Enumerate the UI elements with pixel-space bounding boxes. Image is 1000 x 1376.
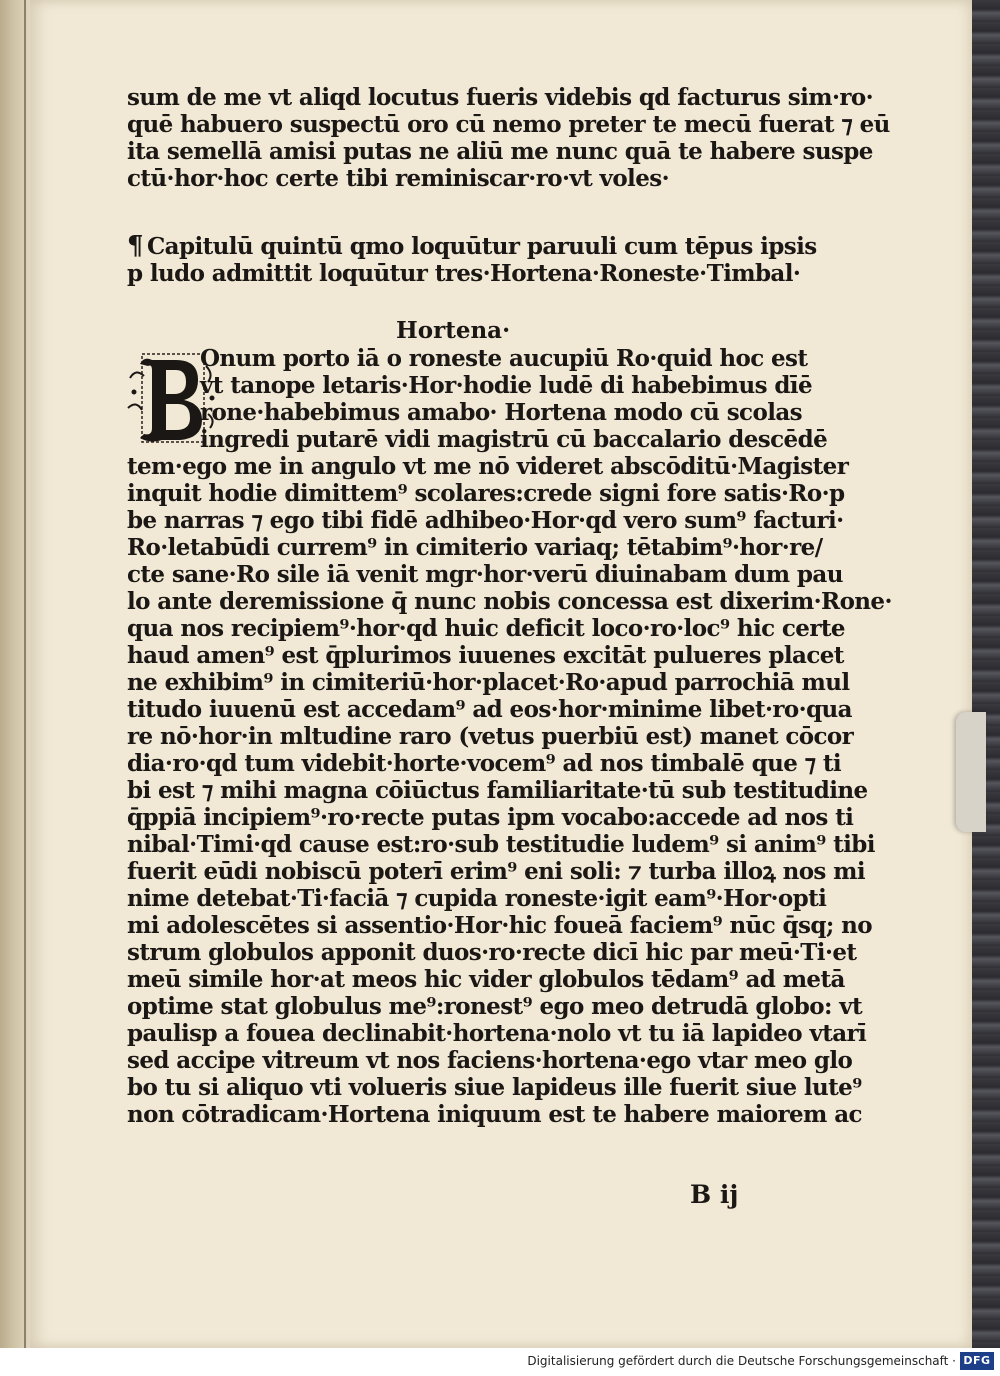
text-line: meū simile hor·at meos hic vider globulos tēdam⁹ ad metā: [127, 966, 845, 993]
text-line: sum de me vt aliqd locutus fueris videbis qd facturus sim·ro·: [127, 84, 874, 111]
text-line: mi adolescētes si assentio·Hor·hic foueā faciem⁹ nūc q̄sq; no: [127, 912, 873, 939]
text-line: Onum porto iā o roneste aucupiū Ro·quid hoc est: [200, 345, 808, 372]
text-line: bi est ⁊ mihi magna cōiūctus familiaritate·tū sub testitudine: [127, 777, 868, 804]
gutter-fold-line: [24, 0, 26, 1348]
text-line: non cōtradicam·Hortena iniquum est te habere maiorem ac: [127, 1101, 862, 1128]
opening-text-block: [127, 84, 890, 192]
text-line: optime stat globulus me⁹:ronest⁹ ego meo detrudā globo: vt: [127, 993, 863, 1020]
text-line: nime detebat·Ti·faciā ⁊ cupida roneste·igit eam⁹·Hor·opti: [127, 885, 827, 912]
page-clip-tab: [956, 712, 986, 832]
initial-letter-shape: [140, 359, 202, 442]
text-line: haud amen⁹ est q̄plurimos iuuenes excitāt pulueres placet: [127, 642, 844, 669]
text-line: ita semellā amisi putas ne aliū me nunc quā te habere suspe: [127, 138, 873, 165]
text-line: be narras ⁊ ego tibi fidē adhibeo·Hor·qd vero sum⁹ facturi·: [127, 507, 844, 534]
speaker-name: Hortena·: [396, 317, 511, 344]
heading-line: [127, 231, 817, 261]
body-text-block: [127, 453, 892, 1128]
signature-mark: B ij: [690, 1180, 739, 1209]
text-line: paulisp a fouea declinabit·hortena·nolo vt tu iā lapideo vtarī: [127, 1020, 867, 1047]
text-line: nibal·Timi·qd cause est:ro·sub testitudie ludem⁹ si anim⁹ tibi: [127, 831, 875, 858]
text-line: titudo iuuenū est accedam⁹ ad eos·hor·minime libet·ro·qua: [127, 696, 852, 723]
text-line: bo tu si aliquo vti volueris siue lapideus ille fuerit siue lute⁹: [127, 1074, 862, 1101]
heading-text: Capitulū quintū qmo loquūtur paruuli cum tēpus ipsis: [146, 233, 817, 260]
text-line: lo ante deremissione q̄ nunc nobis concessa est dixerim·Rone·: [127, 588, 892, 615]
text-line: dia·ro·qd tum videbit·horte·vocem⁹ ad nos timbalē que ⁊ ti: [127, 750, 842, 777]
indented-text-block: [200, 345, 828, 453]
book-edge: [972, 0, 1000, 1348]
text-line: quē habuero suspectū oro cū nemo preter te mecū fuerat ⁊ eū: [127, 111, 890, 138]
dfg-logo: DFG: [960, 1352, 994, 1370]
text-line: re nō·hor·in mltudine raro (vetus puerbiū est) manet cōcor: [127, 723, 854, 750]
text-line: inquit hodie dimittem⁹ scolares:crede signi fore satis·Ro·p: [127, 480, 845, 507]
text-line: q̄ppiā incipiem⁹·ro·recte putas ipm vocabo:accede ad nos ti: [127, 804, 854, 831]
footer-bar: [0, 1348, 1000, 1376]
text-line: rone·habebimus amabo· Hortena modo cū scolas: [200, 399, 802, 426]
paragraph-mark: ¶: [127, 231, 143, 261]
initial-dot: [132, 390, 137, 395]
text-line: sed accipe vitreum vt nos faciens·hortena·ego vtar meo glo: [127, 1047, 853, 1074]
footer-credit: Digitalisierung gefördert durch die Deutsche Forschungsgemeinschaft ·: [527, 1354, 956, 1368]
chapter-heading: [127, 231, 817, 287]
text-line: ingredi putarē vidi magistrū cū baccalario descēdē: [200, 426, 828, 453]
text-line: ne exhibim⁹ in cimiteriū·hor·placet·Ro·apud parrochiā mul: [127, 669, 850, 696]
text-line: cte sane·Ro sile iā venit mgr·hor·verū diuinabam dum pau: [127, 561, 843, 588]
text-line: vt tanope letaris·Hor·hodie ludē di habebimus dīē: [200, 372, 812, 399]
text-line: fuerit eūdi nobiscū poterī erim⁹ eni soli: ⁊ turba illoꝝ nos mi: [127, 858, 866, 885]
text-line: ctū·hor·hoc certe tibi reminiscar·ro·vt voles·: [127, 165, 669, 192]
heading-line: p ludo admittit loquūtur tres·Hortena·Roneste·Timbal·: [127, 260, 801, 287]
text-line: qua nos recipiem⁹·hor·qd huic deficit loco·ro·loc⁹ hic certe: [127, 615, 845, 642]
text-line: tem·ego me in angulo vt me nō videret abscōditū·Magister: [127, 453, 849, 480]
text-line: strum globulos apponit duos·ro·recte dicī hic par meū·Ti·et: [127, 939, 857, 966]
text-line: Ro·letabūdi currem⁹ in cimiterio variaq; tētabim⁹·hor·re/: [127, 534, 823, 561]
